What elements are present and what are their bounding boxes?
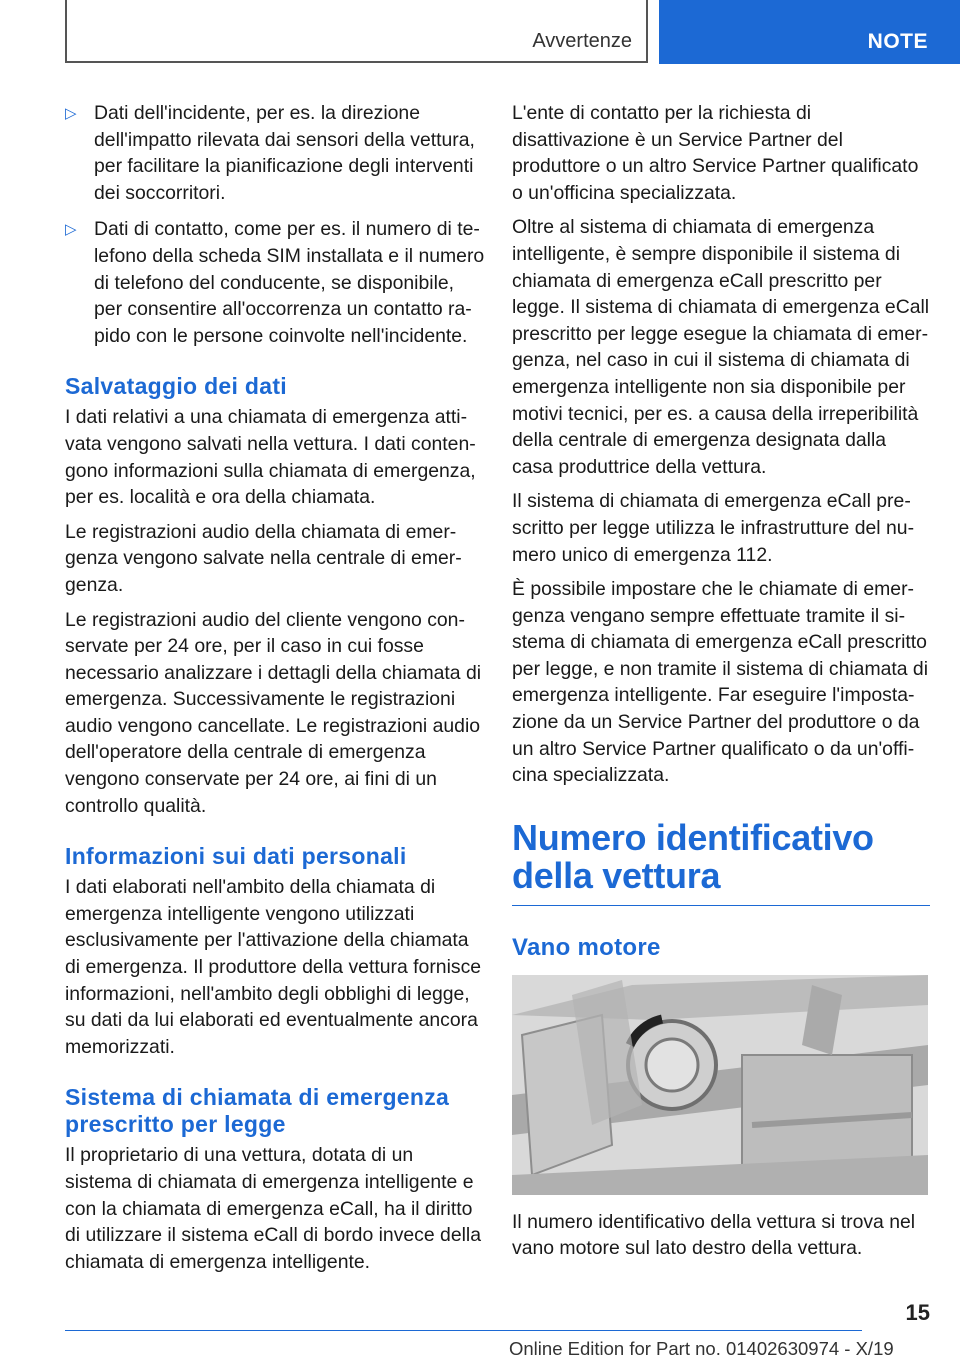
- list-item-text: Dati di contatto, come per es. il numero di telefono della scheda SIM installata e il numero di telefono del conducente, se disponibile, per consentire all'occorrenza un contatto rapido con le persone coinvolte nell'incidente.: [94, 218, 485, 347]
- paragraph: Le registrazioni audio della chiamata di emergenza vengono salvate nella centrale di emergenza.: [65, 520, 462, 596]
- heading-vano-motore: Vano motore: [512, 933, 661, 961]
- list-item: [65, 216, 485, 349]
- heading-informazioni: Informazioni sui dati personali: [65, 843, 407, 870]
- header-section-title: Avvertenze: [532, 30, 632, 52]
- engine-bay-photo: [512, 975, 928, 1195]
- paragraph: Il proprietario di una vettura, dotata di un sistema di chiamata di emergenza intelligente e con la chiamata di emergenza eCall, ha il diritto di utilizzare il sistema eCall di bordo invece della chiamata di emergenza intelligente.: [65, 1144, 482, 1273]
- paragraph: L'ente di contatto per la richiesta di disattivazione è un Service Partner del produttore o un altro Service Partner qualificato o un'officina specializzata.: [512, 102, 919, 204]
- engine-bay-illustration: [512, 975, 928, 1195]
- figure-caption: Il numero identificativo della vettura si trova nel vano motore sul lato destro della vettura.: [512, 1210, 916, 1260]
- list-item-text: Dati dell'incidente, per es. la direzione dell'impatto rilevata dai sensori della vettura, per facilitare la pianificazione degli interventi dei soccorritori.: [94, 102, 475, 204]
- paragraph: È possibile impostare che le chiamate di emergenza vengano sempre effettuate tramite il sistema di chiamata di emergenza eCall prescritto per legge, e non tramite il sistema di chiamata di emergenza intelligente. Far eseguire l'impostazione da un Service Partner del produttore o da un altro Service Partner qualificato o da un'officina specializzata.: [512, 578, 929, 787]
- footer-edition: Online Edition for Part no. 01402630974 - X/19: [509, 1338, 894, 1359]
- paragraph: Oltre al sistema di chiamata di emergenza intelligente, è sempre disponibile il sistema di chiamata di emergenza eCall prescritto per legge. Il sistema di chiamata di emergenza eCall prescritto per legge esegue la chiamata di emergenza, nel caso in cui il sistema di chiamata di emergenza intelligente non sia disponibile per motivi tecnici, per es. a causa della irreperibilità della centrale di emergenza designata dalla casa produttrice della vettura.: [512, 216, 930, 478]
- paragraph: Il sistema di chiamata di emergenza eCall prescritto per legge utilizza le infrastrutture del numero unico di emergenza 112.: [512, 490, 915, 566]
- triangle-bullet-icon: ▷: [65, 105, 77, 122]
- paragraph: I dati elaborati nell'ambito della chiamata di emergenza intelligente vengono utilizzati esclusivamente per l'attivazione della chiamata di emergenza. Il produttore della vettura fornisce informazioni, nell'ambito degli obblighi di legge, su dati da lui elaborati ed eventualmente ancora memorizzati.: [65, 876, 482, 1058]
- paragraph: I dati relativi a una chiamata di emergenza attivata vengono salvati nella vettura. I dati contengono informazioni sulla chiamata di emergenza, per es. località e ora della chiamata.: [65, 406, 476, 509]
- heading-sistema: Sistema di chiamata di emergenza prescritto per legge: [65, 1084, 450, 1138]
- footer-divider: [65, 1330, 862, 1331]
- page-number: 15: [905, 1300, 930, 1325]
- header-frame: [65, 0, 648, 63]
- list-item: [65, 100, 485, 206]
- heading-salvataggio: Salvataggio dei dati: [65, 373, 287, 400]
- header-tab-label: NOTE: [867, 30, 928, 53]
- paragraph: Le registrazioni audio del cliente vengono conservate per 24 ore, per il caso in cui fosse necessario analizzare i dettagli della chiamata di emergenza. Successivamente le registrazioni audio vengono cancellate. Le registrazioni audio dell'operatore della centrale di emergenza vengono conservate per 24 ore, ai fini di un controllo qualità.: [65, 608, 482, 817]
- triangle-bullet-icon: ▷: [65, 221, 77, 239]
- right-column: [512, 100, 930, 1270]
- left-column: [65, 100, 485, 1283]
- heading-numero-identificativo: Numero identificativo della vettura: [512, 819, 930, 906]
- header-tab-note: [659, 0, 960, 64]
